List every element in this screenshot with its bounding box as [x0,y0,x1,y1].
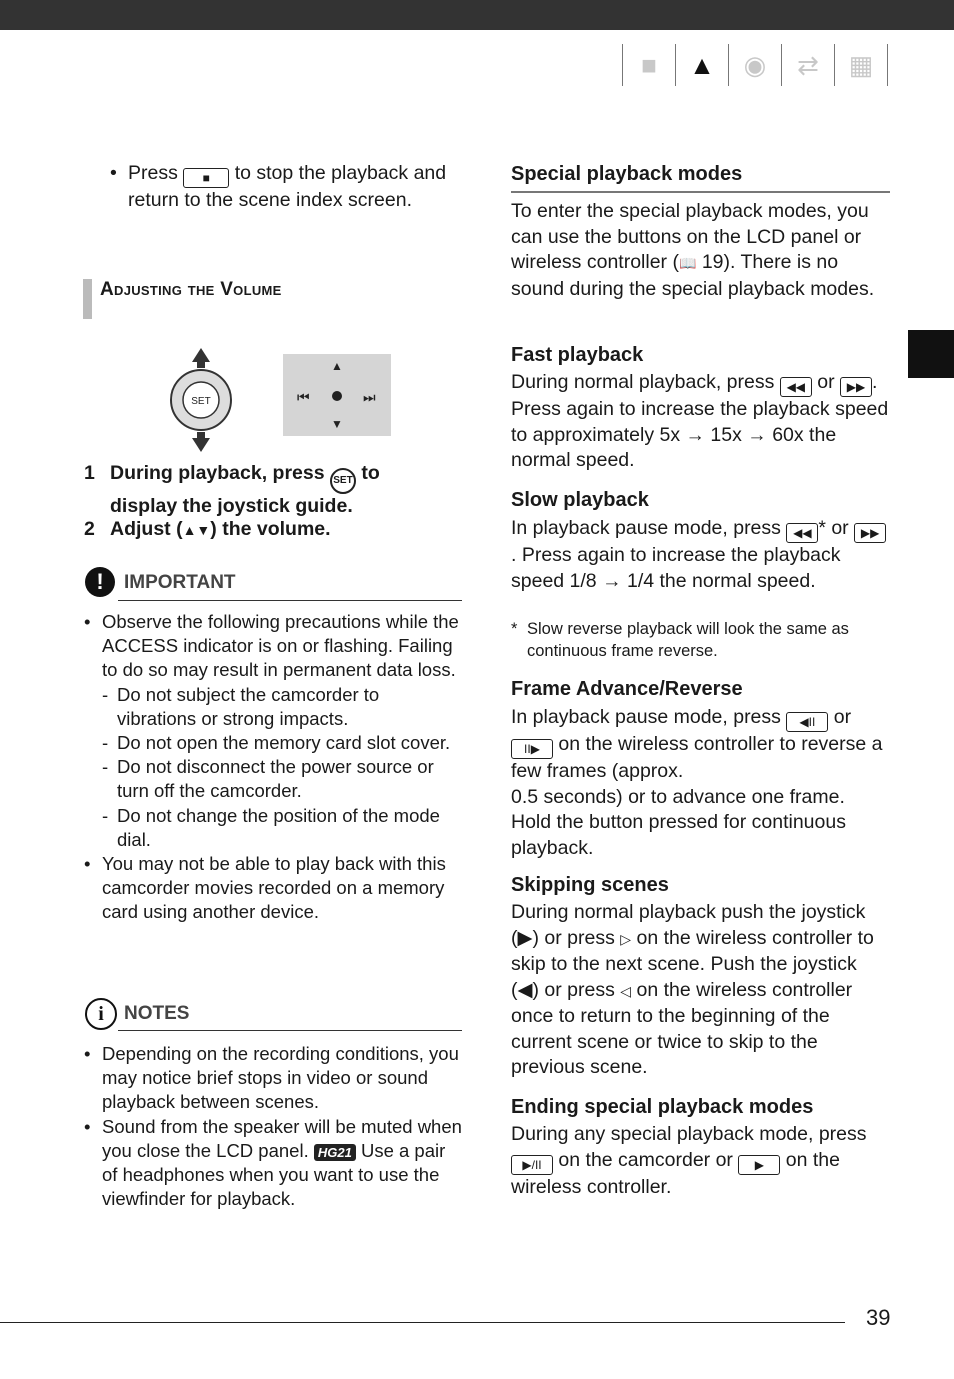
svg-text:⏮: ⏮ [297,389,310,405]
stop-bullet [110,161,455,214]
page-ref: 19). [701,251,736,273]
fast-body [511,370,889,474]
svg-text:▼: ▼ [331,417,343,431]
svg-text:▲: ▲ [331,359,343,373]
svg-text:SET: SET [191,396,211,407]
important-rule [118,600,462,601]
hg21-badge: HG21 [314,1144,356,1161]
notes-info-icon: i [85,998,117,1030]
body-text: During any special playback mode, press [511,1123,867,1145]
stop-text-after: to stop the playback and return to the scene index screen. [128,162,447,211]
body-text: ) or press [532,978,615,1001]
footnote-text: Slow reverse playback will look the same as continuous frame reverse. [527,620,849,660]
rewind-key: ◀◀ [786,523,818,543]
frame-body [511,705,889,861]
body-text: on the wireless controller. [511,1148,840,1198]
body-text: During normal playback, press [511,371,775,393]
frame-heading: Frame Advance/Reverse [511,678,743,700]
book-ref-icon: 📖 [678,255,697,271]
next-scene-icon: ▷ [620,930,632,947]
bullet-text: Observe the following precautions while the ACCESS indicator is on or flashing. Failing to do so may result in permanent data loss. [102,611,459,681]
bullet-text: Sound from the speaker will be muted when you close the LCD panel. [102,1115,462,1161]
notes-bullet-2 [84,1115,462,1212]
left-arrow-icon: ◀ [517,978,533,1001]
page-number: 39 [866,1305,891,1330]
stop-key: ■ [183,168,229,188]
slow-footnote [511,618,891,662]
body-text: . Press again to increase the playback speed 1/8 → 1/4 the normal speed. [511,544,841,592]
photo-camera-icon: ◉ [728,44,781,86]
ending-body [511,1122,889,1200]
right-arrow-icon: ▶ [517,926,533,949]
step-text: to display the joystick guide. [110,462,380,517]
slow-heading: Slow playback [511,489,649,511]
important-bullet-1 [84,610,460,852]
body-text: ) or press [532,926,615,949]
body-text: 0.5 seconds) or to advance one frame. Hold the button pressed for continuous playback. [511,785,846,859]
step-number: 2 [84,518,95,540]
body-text: or [833,706,852,728]
top-bar [0,0,954,30]
book-icon: ▦ [834,44,888,86]
intro-text: To enter the special playback modes, you can use the buttons on the LCD panel or wireless controller ( [511,200,869,273]
body-text: on the wireless controller once to return to the beginning of the current scene or twice to skip to the previous scene. [511,978,853,1078]
bullet-text: Use a pair of headphones when you want to use the viewfinder for playback. [102,1139,446,1210]
up-down-icon: ▲▼ [182,522,211,538]
important-bullet-2: • You may not be able to play back with this camcorder movies recorded on a memory card using another device. [84,852,460,925]
rewind-key: ◀◀ [780,377,812,397]
set-button-icon: SET [330,468,356,494]
skip-heading: Skipping scenes [511,874,669,896]
step-2 [84,517,454,543]
notes-bullet-1: • Depending on the recording conditions, you may notice brief stops in video or sound playback between scenes. [84,1042,462,1115]
joystick-illustration [165,348,405,454]
dash-item: - Do not open the memory card slot cover. [102,731,460,755]
svg-text:⏭: ⏭ [363,389,376,405]
body-text: In playback pause mode, press [511,706,781,728]
fast-forward-key: ▶▶ [840,377,872,397]
step-text: During playback, press [110,462,325,484]
body-text: on the camcorder or [558,1148,733,1171]
notes-list [84,1042,462,1211]
step-text: ) the volume. [210,518,331,540]
body-text: * or [818,517,849,539]
body-text: . Press again to increase the playback speed to approximately 5x → 15x → 60x the normal speed. [511,371,889,471]
dash-item: - Do not subject the camcorder to vibrations or strong impacts. [102,683,460,731]
body-text: During normal playback push the joystick ( [511,901,866,949]
intro-text: There is no sound during the special playback modes. [511,251,875,300]
volume-heading: Adjusting the Volume [100,279,282,300]
important-list [84,610,460,925]
important-title: IMPORTANT [124,572,236,593]
body-text: on the wireless controller to reverse a few frames (approx. [511,733,883,782]
notes-rule [118,1030,462,1031]
slow-body [511,516,889,594]
prev-scene-icon: ◁ [620,982,632,999]
play-pause-key: ▶/II [511,1155,553,1175]
camcorder-setup-icon: ■ [622,44,675,86]
special-rule [511,191,890,193]
section-bar [83,279,92,319]
footer-rule [0,1322,845,1323]
ending-heading: Ending special playback modes [511,1096,814,1118]
skip-body [511,900,889,1081]
fast-heading: Fast playback [511,344,644,366]
dash-item: - Do not disconnect the power source or turn off the camcorder. [102,755,460,803]
step-number: 1 [84,462,95,484]
step-1 [84,461,454,517]
frame-advance-key: II▶ [511,739,553,759]
important-icon: ! [85,567,115,597]
special-intro [511,199,889,302]
chapter-side-tab [908,330,954,378]
stop-text-before: Press [128,162,178,184]
body-text: on the wireless controller to skip to the next scene. Push the joystick ( [511,926,874,1001]
section-tab-icons [622,44,888,86]
dash-item: - Do not change the position of the mode dial. [102,804,460,852]
special-heading: Special playback modes [511,163,743,185]
fast-forward-key: ▶▶ [854,523,886,543]
footnote-mark: * [511,620,518,638]
frame-reverse-key: ◀II [786,712,828,732]
play-key: ▶ [738,1155,780,1175]
movie-camera-icon: ▲ [675,44,728,86]
body-text: In playback pause mode, press [511,517,781,539]
notes-title: NOTES [124,1003,190,1024]
transfer-icon: ⇄ [781,44,834,86]
step-text: Adjust ( [110,518,183,540]
body-text: or [817,371,835,393]
